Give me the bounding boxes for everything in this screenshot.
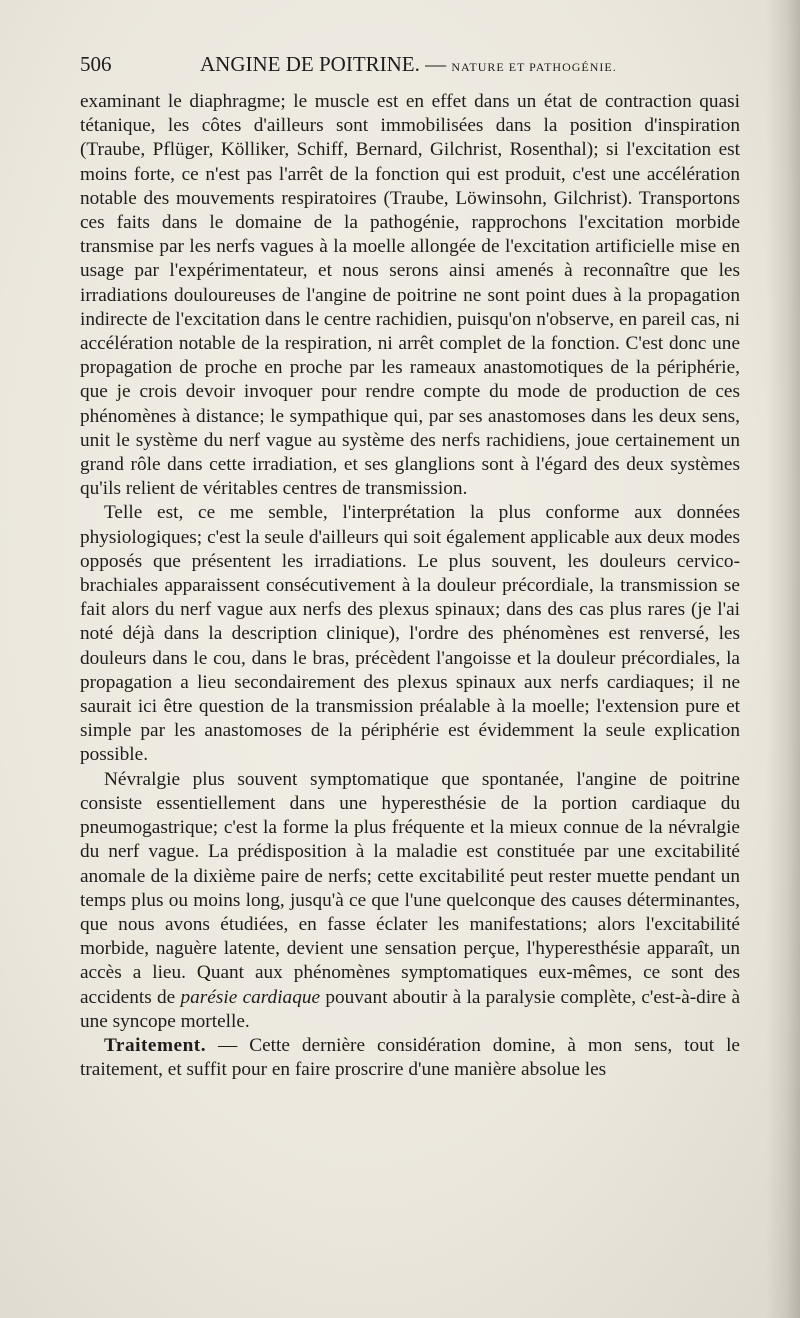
running-header (80, 50, 740, 78)
running-title-main: ANGINE DE POITRINE. (200, 52, 420, 76)
paragraph-traitement-text: — Cette dernière considération domine, à mon sens, tout le traitement, et suffit pour en faire proscrire d'une manière absolue les (80, 1034, 740, 1081)
running-title (200, 50, 617, 81)
paragraph-interpretation: Telle est, ce me semble, l'interprétation la plus conforme aux données physiologiques; c'est la seule d'ailleurs qui soit également applicable aux deux modes opposés que présentent les irradiations. Le plus souvent, les douleurs cervico-brachiales apparaissent consécutivement à la douleur précordiale, la transmission se fait alors du nerf vague aux nerfs des plexus spinaux; dans des cas plus rares (je l'ai noté déjà dans la description clinique), l'ordre des phénomènes est renversé, les douleurs dans le cou, dans le bras, précèdent l'angoisse et la douleur précordiales, la propagation a lieu secondairement des plexus spinaux aux nerfs cardiaques; il ne saurait ici être question de la transmission préalable à la moelle; l'extension pure et simple par les anastomoses de la périphérie est évidemment la seule explication possible. (80, 502, 740, 766)
paragraph-nevralgie (80, 768, 740, 1034)
running-title-dash: — (425, 52, 447, 76)
running-title-subtitle: NATURE ET PATHOGÉNIE. (451, 60, 617, 74)
section-heading-traitement: Traitement. (104, 1034, 207, 1056)
paragraph-nevralgie-end: pouvant aboutir à la paralysie complète, c'est-à-dire à une syncope mortelle. (80, 986, 741, 1032)
paragraph-continuation: examinant le diaphragme; le muscle est en effet dans un état de contraction quasi tétanique, les côtes d'ailleurs sont immobilisées dans la position d'inspiration (Traube, Pflüger, Kölliker, Schiff, Bernard, Gilchrist, Rosenthal); si l'excitation est moins forte, ce n'est pas l'arrêt de la fonction qui est produit, c'est une accélération notable des mouvements respiratoires (Traube, Löwinsohn, Gilchrist). Transportons ces faits dans le domaine de la pathogénie, rapprochons l'excitation morbide transmise par les nerfs vagues à la moelle allongée de l'excitation artificielle mise en usage par l'expérimentateur, et nous serons ainsi amenés à reconnaître que les irradiations douloureuses de l'angine de poitrine ne sont point dues à la propagation indirecte de l'excitation dans le centre rachidien, puisqu'on n'observe, en pareil cas, ni accélération notable de la respiration, ni arrêt complet de la fonction. C'est donc une propagation de proche en proche par les rameaux anastomotiques de la périphérie, que je crois devoir invoquer pour rendre compte du mode de production de ces phénomènes à distance; le sympathique qui, par ses anastomoses dans les deux sens, unit le système du nerf vague au système des nerfs rachidiens, joue certainement un grand rôle dans cette irradiation, et ses glanglions sont à l'égard des deux systèmes qu'ils relient de véritables centres de transmission. (80, 91, 740, 500)
paragraph-nevralgie-text: Névralgie plus souvent symptomatique que spontanée, l'angine de poitrine consiste essentiellement dans une hyperesthésie de la portion cardiaque du pneumogastrique; c'est la forme la plus fréquente et la mieux connue de la névralgie du nerf vague. La prédisposition à la maladie est constituée par une excitabilité anomale de la dixième paire de nerfs; cette excitabilité peut rester muette pendant un temps plus ou moins long, jusqu'à ce que l'une quelconque des causes déterminantes, que nous avons étudiées, en fasse éclater les manifestations; alors l'excitabilité morbide, naguère latente, devient une sensation perçue, l'hyperesthésie apparaît, un accès a lieu. Quant aux phénomènes symptomatiques eux-mêmes, ce sont des accidents de (80, 768, 740, 1008)
page-number: 506 (80, 52, 112, 76)
body-text (80, 90, 740, 1082)
italic-term-paresie: parésie cardiaque (180, 986, 321, 1008)
paragraph-traitement (80, 1034, 740, 1082)
page-gutter-shadow (766, 0, 800, 1318)
